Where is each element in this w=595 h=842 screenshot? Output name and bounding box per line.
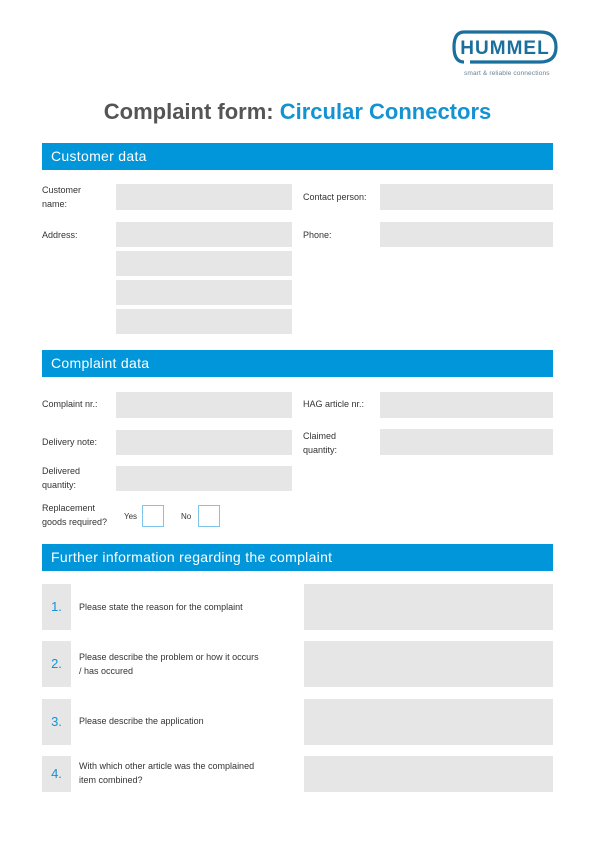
title-prefix: Complaint form: xyxy=(103,99,280,124)
delivery-note-label: Delivery note: xyxy=(42,437,98,447)
contact-person-field[interactable] xyxy=(380,184,553,210)
question-4-line2: item combined? xyxy=(79,774,143,785)
further-info-header: Further information regarding the complaint xyxy=(42,544,553,571)
question-2-number: 2. xyxy=(42,641,71,687)
complaint-nr-field[interactable] xyxy=(116,392,292,418)
phone-field[interactable] xyxy=(380,222,553,247)
replacement-goods-label xyxy=(42,502,107,529)
no-checkbox[interactable] xyxy=(198,505,220,527)
company-logo xyxy=(452,26,562,82)
logo-tagline: smart & reliable connections xyxy=(464,70,550,77)
address-label: Address: xyxy=(42,230,78,240)
delivered-quantity-label-line2: quantity: xyxy=(42,479,77,490)
address-field-line1[interactable] xyxy=(116,222,292,247)
question-2-line1: Please describe the problem or how it occurs xyxy=(79,652,259,662)
question-4-number: 4. xyxy=(42,756,71,792)
question-2-line2: / has occured xyxy=(79,665,134,676)
delivered-quantity-field[interactable] xyxy=(116,466,292,491)
hag-article-label: HAG article nr.: xyxy=(303,399,365,409)
delivered-quantity-label-line1: Delivered xyxy=(42,466,81,476)
claimed-quantity-label-line2: quantity: xyxy=(303,444,338,455)
claimed-quantity-field[interactable] xyxy=(380,429,553,455)
question-4-text xyxy=(79,760,254,787)
replacement-label-line1: Replacement xyxy=(42,503,96,513)
question-2-answer-field[interactable] xyxy=(304,641,553,687)
hag-article-field[interactable] xyxy=(380,392,553,418)
question-3-answer-field[interactable] xyxy=(304,699,553,745)
yes-label: Yes xyxy=(124,512,138,521)
question-1-line1: Please state the reason for the complaint xyxy=(79,602,243,612)
question-1-text xyxy=(79,601,243,615)
delivered-quantity-label xyxy=(42,465,80,492)
address-field-line3[interactable] xyxy=(116,280,292,305)
question-3-text xyxy=(79,715,204,729)
complaint-nr-label: Complaint nr.: xyxy=(42,399,98,409)
logo-wordmark: HUMMEL xyxy=(460,38,550,59)
claimed-quantity-label-line1: Claimed xyxy=(303,431,337,441)
claimed-quantity-label xyxy=(303,430,337,457)
customer-name-label xyxy=(42,184,81,211)
question-3-line1: Please describe the application xyxy=(79,716,204,726)
no-label: No xyxy=(181,512,192,521)
complaint-data-header: Complaint data xyxy=(42,350,553,377)
customer-name-label-line2: name: xyxy=(42,198,68,209)
title-accent: Circular Connectors xyxy=(279,99,492,124)
customer-name-field[interactable] xyxy=(116,184,292,210)
address-field-line2[interactable] xyxy=(116,251,292,276)
customer-name-label-line1: Customer xyxy=(42,185,82,195)
question-1-answer-field[interactable] xyxy=(304,584,553,630)
question-3-number: 3. xyxy=(42,699,71,745)
question-4-line1: With which other article was the complained xyxy=(79,761,255,771)
replacement-label-line2: goods required? xyxy=(42,516,108,527)
page-title xyxy=(0,99,595,125)
question-4-answer-field[interactable] xyxy=(304,756,553,792)
phone-label: Phone: xyxy=(303,230,332,240)
address-field-line4[interactable] xyxy=(116,309,292,334)
hummel-logo-graphic xyxy=(452,26,562,68)
customer-data-header: Customer data xyxy=(42,143,553,170)
question-2-text xyxy=(79,651,259,678)
question-1-number: 1. xyxy=(42,584,71,630)
yes-checkbox[interactable] xyxy=(142,505,164,527)
delivery-note-field[interactable] xyxy=(116,430,292,455)
contact-person-label: Contact person: xyxy=(303,192,367,202)
